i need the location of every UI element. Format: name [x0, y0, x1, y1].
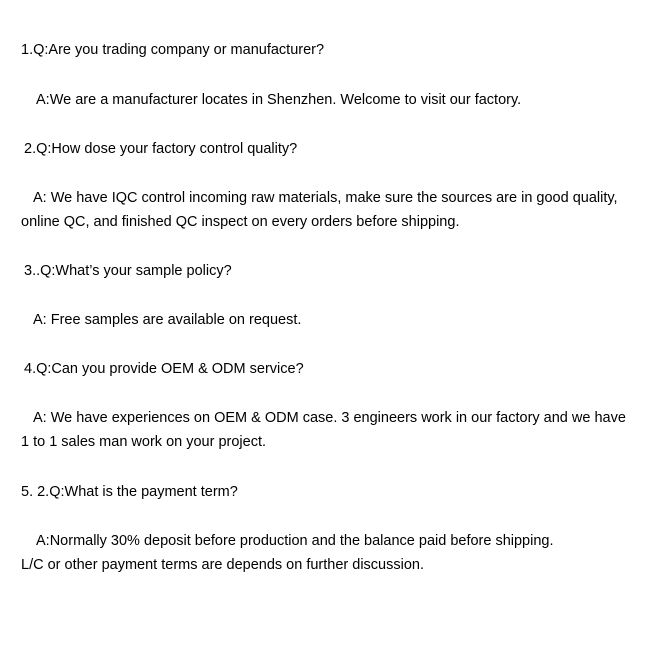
faq-answer-2-line-1: A: We have IQC control incoming raw materials, make sure the sources are in good quality, — [33, 190, 618, 206]
faq-question-4: 4.Q:Can you provide OEM & ODM service? — [24, 361, 304, 377]
faq-question-1: 1.Q:Are you trading company or manufacturer? — [21, 42, 325, 58]
faq-answer-4-line-2: 1 to 1 sales man work on your project. — [21, 434, 267, 450]
faq-answer-1: A:We are a manufacturer locates in Shenzhen. Welcome to visit our factory. — [36, 92, 522, 108]
faq-answer-5-line-1: A:Normally 30% deposit before production and the balance paid before shipping. — [36, 533, 554, 549]
faq-answer-5-line-2: L/C or other payment terms are depends on further discussion. — [21, 557, 424, 573]
faq-question-2: 2.Q:How dose your factory control quality? — [24, 141, 298, 157]
faq-question-3: 3..Q:What’s your sample policy? — [24, 263, 232, 279]
faq-answer-3: A: Free samples are available on request. — [33, 312, 302, 328]
faq-answer-4-line-1: A: We have experiences on OEM & ODM case. 3 engineers work in our factory and we have — [33, 410, 626, 426]
faq-question-5: 5. 2.Q:What is the payment term? — [21, 484, 238, 500]
faq-answer-2-line-2: online QC, and finished QC inspect on every orders before shipping. — [21, 214, 460, 230]
